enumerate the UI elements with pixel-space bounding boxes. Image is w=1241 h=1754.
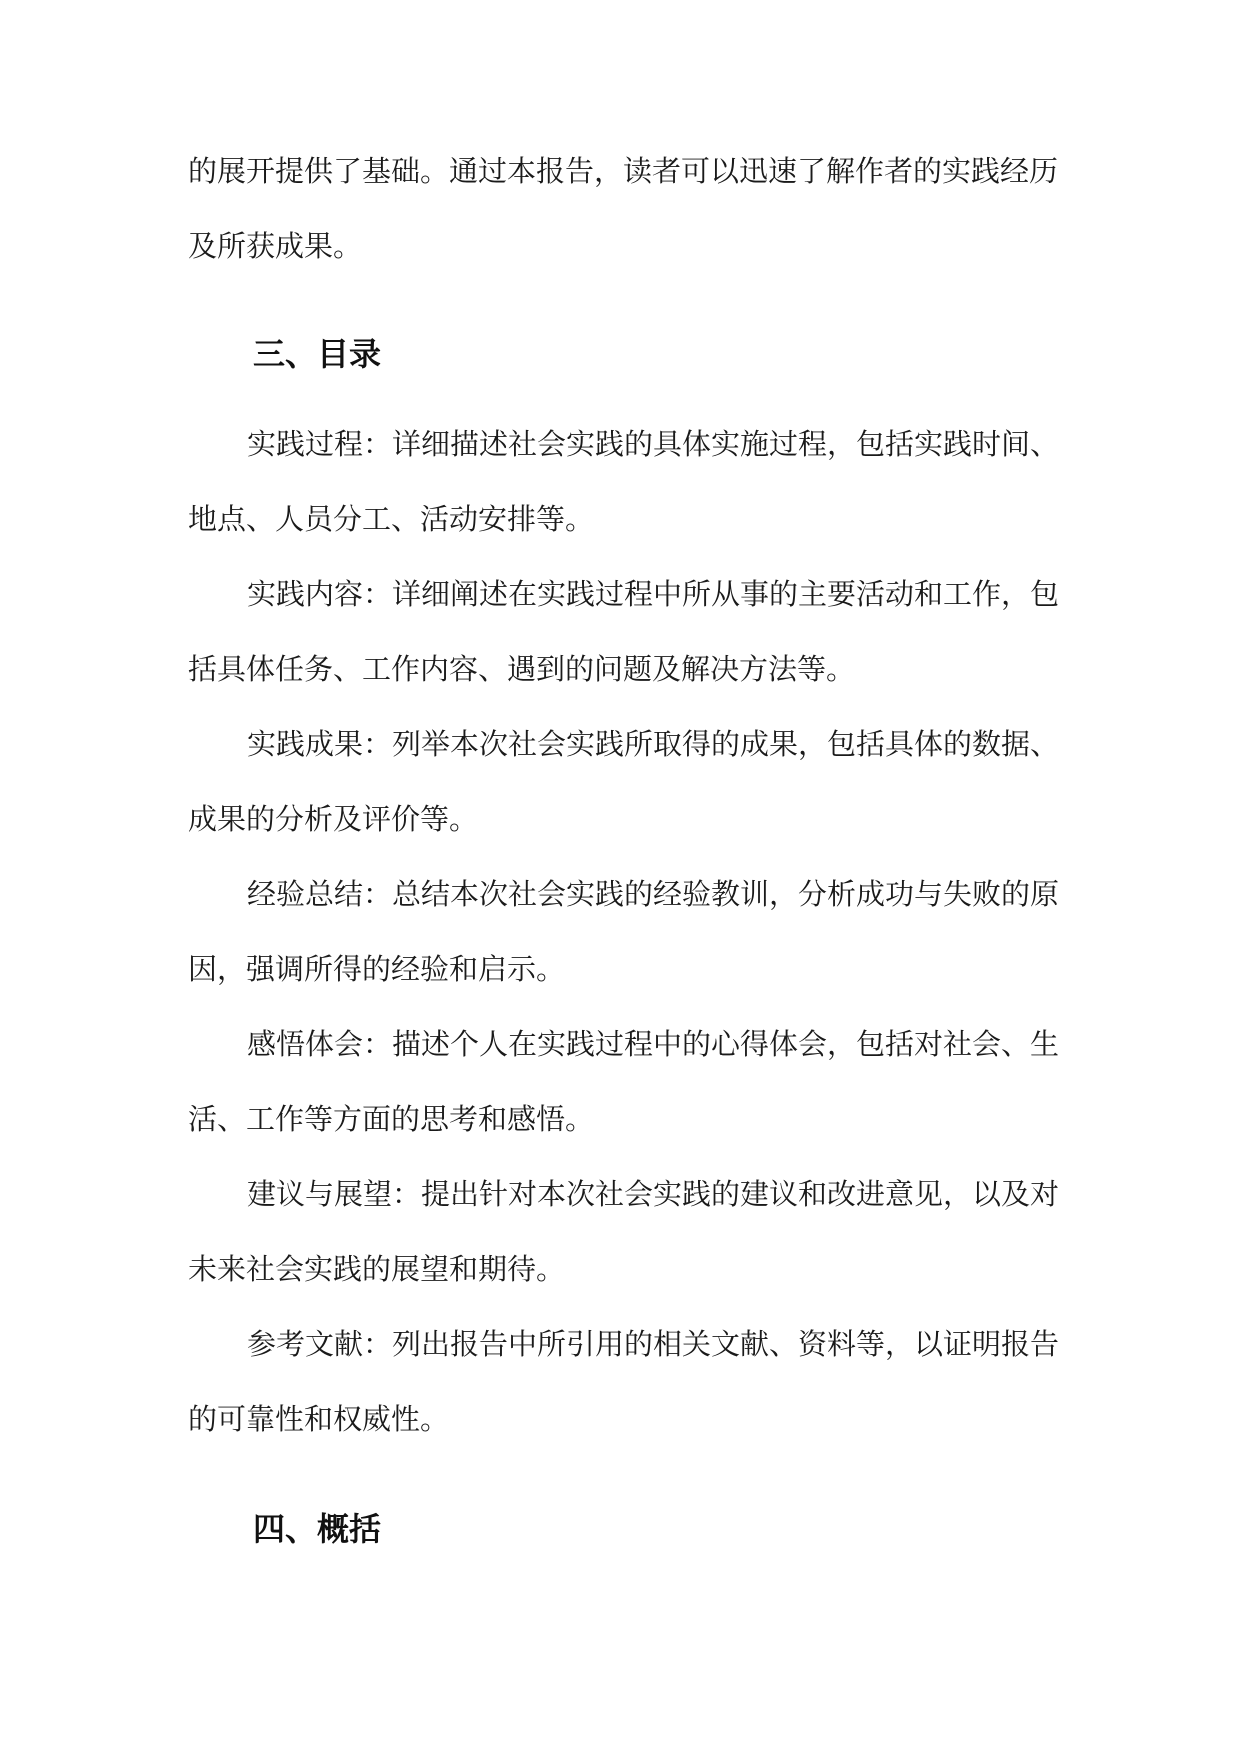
intro-continuation-paragraph: 的展开提供了基础。通过本报告，读者可以迅速了解作者的实践经历及所获成果。: [188, 154, 1059, 263]
contents-item-practice-results: 实践成果：列举本次社会实践所取得的成果，包括具体的数据、成果的分析及评价等。: [188, 727, 1060, 836]
contents-item-suggestions-outlook: 建议与展望：提出针对本次社会实践的建议和改进意见，以及对未来社会实践的展望和期待。: [188, 1177, 1060, 1286]
contents-item-reflections: 感悟体会：描述个人在实践过程中的心得体会，包括对社会、生活、工作等方面的思考和感悟。: [188, 1027, 1060, 1136]
section-heading-summary: 四、概括: [253, 1510, 382, 1548]
contents-item-references: 参考文献：列出报告中所引用的相关文献、资料等，以证明报告的可靠性和权威性。: [188, 1327, 1060, 1436]
section-heading-contents: 三、目录: [253, 335, 382, 373]
contents-item-practice-content: 实践内容：详细阐述在实践过程中所从事的主要活动和工作，包括具体任务、工作内容、遇到的问题及解决方法等。: [188, 577, 1060, 686]
contents-item-practice-process: 实践过程：详细描述社会实践的具体实施过程，包括实践时间、地点、人员分工、活动安排等。: [188, 427, 1060, 536]
contents-item-experience-summary: 经验总结：总结本次社会实践的经验教训，分析成功与失败的原因，强调所得的经验和启示。: [188, 877, 1060, 986]
